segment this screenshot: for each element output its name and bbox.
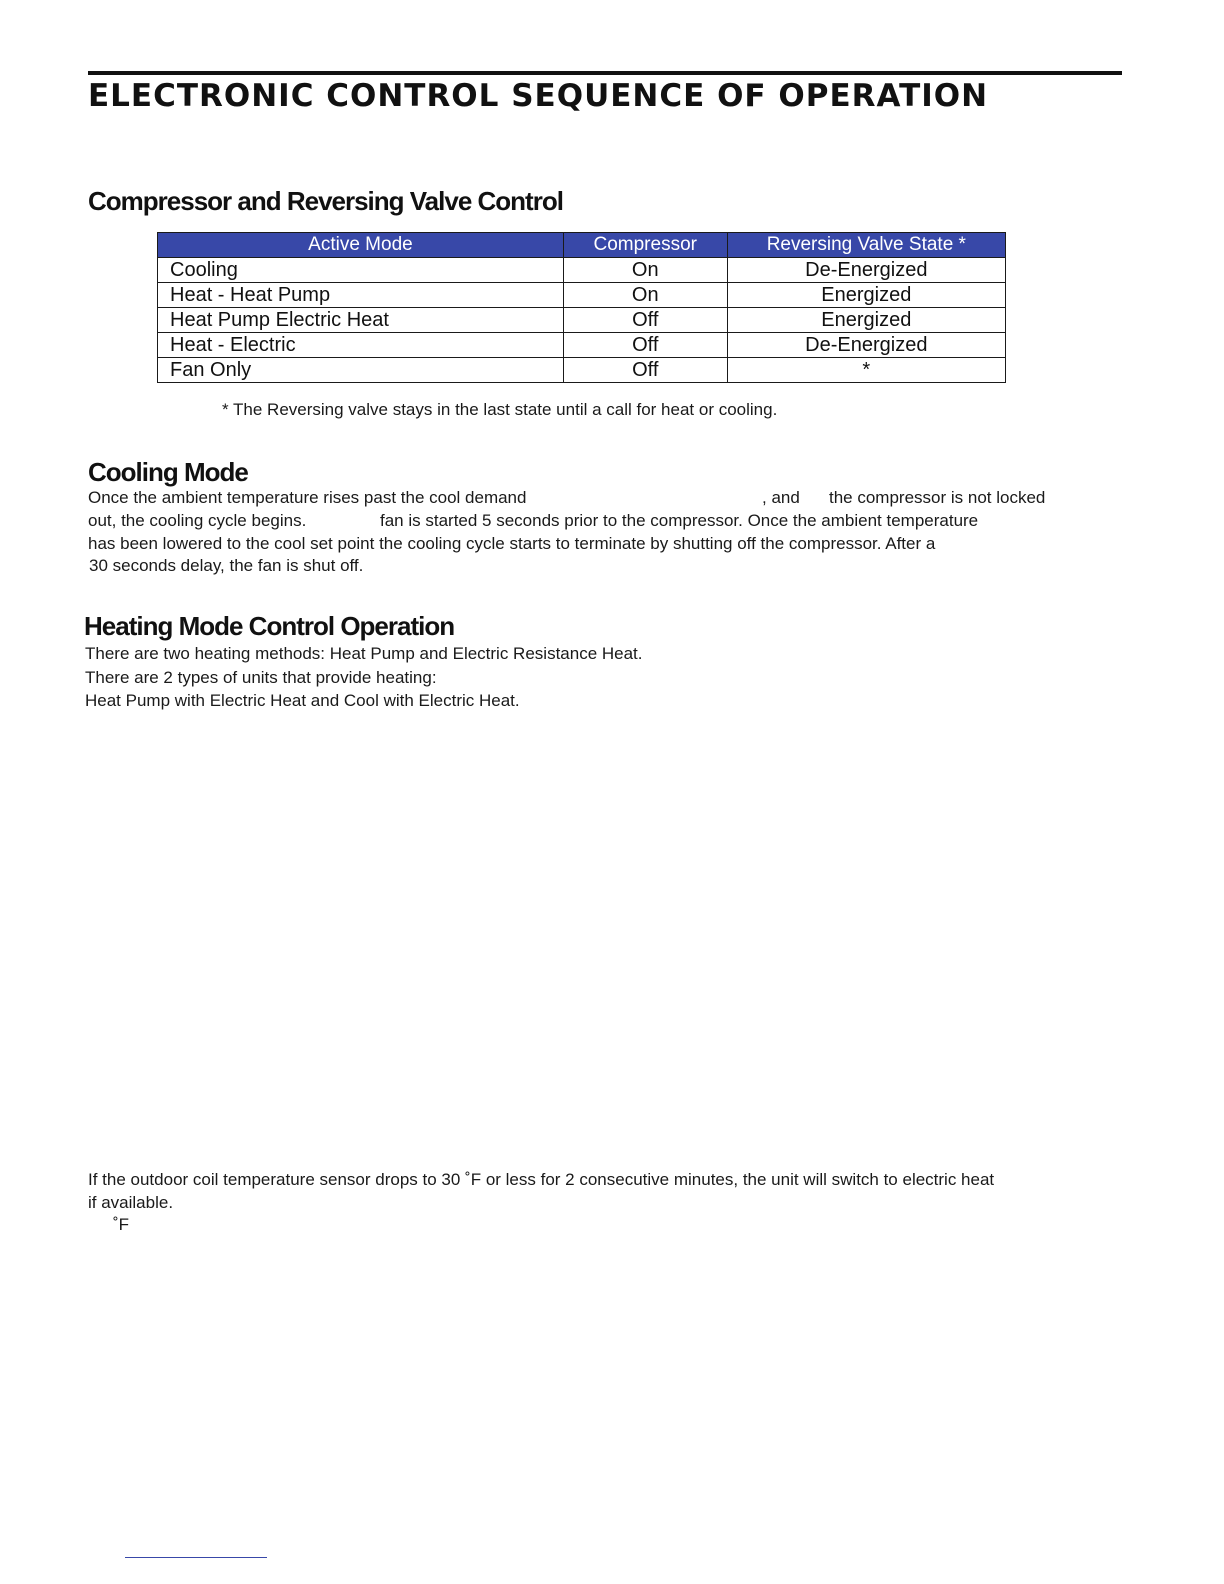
table-row (158, 358, 1006, 383)
cooling-text-line: Once the ambient temperature rises past the cool demand (88, 488, 527, 507)
outdoor-coil-text-line: if available. (88, 1193, 174, 1212)
mode-cell: Heat - Heat Pump (158, 283, 564, 308)
mode-cell: Heat - Electric (158, 333, 564, 358)
heating-text-line: There are 2 types of units that provide heating: (85, 668, 437, 687)
mode-table (157, 232, 1006, 383)
valve-cell: Energized (727, 283, 1005, 308)
bottom-link-underline (125, 1557, 267, 1558)
table-row (158, 258, 1006, 283)
cooling-text-line: , and (762, 488, 800, 507)
table-header-row (158, 233, 1006, 258)
cooling-mode-heading: Cooling Mode (88, 457, 248, 487)
table-row (158, 333, 1006, 358)
page-title: ELECTRONIC CONTROL SEQUENCE OF OPERATION (88, 78, 989, 114)
cooling-text-line: has been lowered to the cool set point the cooling cycle starts to terminate by shutting off the compressor. After a (88, 534, 936, 553)
header-active-mode: Active Mode (158, 233, 564, 258)
header-reversing-valve-state: Reversing Valve State * (727, 233, 1005, 258)
valve-cell: Energized (727, 308, 1005, 333)
cooling-text-line: the compressor is not locked (829, 488, 1046, 507)
reversing-valve-footnote: * The Reversing valve stays in the last state until a call for heat or cooling. (222, 400, 778, 419)
heating-text-line: There are two heating methods: Heat Pump and Electric Resistance Heat. (85, 644, 643, 663)
mode-cell: Cooling (158, 258, 564, 283)
cooling-text-line: 30 seconds delay, the fan is shut off. (89, 556, 364, 575)
heating-text-line: Heat Pump with Electric Heat and Cool with Electric Heat. (85, 691, 520, 710)
valve-cell: De-Energized (727, 333, 1005, 358)
mode-cell: Heat Pump Electric Heat (158, 308, 564, 333)
outdoor-coil-text-line: ˚F (113, 1215, 130, 1234)
table-row (158, 283, 1006, 308)
mode-cell: Fan Only (158, 358, 564, 383)
title-rule (88, 71, 1122, 75)
valve-cell: * (727, 358, 1005, 383)
compressor-cell: Off (563, 333, 727, 358)
table-row (158, 308, 1006, 333)
header-compressor: Compressor (563, 233, 727, 258)
compressor-cell: On (563, 258, 727, 283)
valve-cell: De-Energized (727, 258, 1005, 283)
compressor-cell: On (563, 283, 727, 308)
compressor-section-heading: Compressor and Reversing Valve Control (88, 186, 563, 216)
compressor-cell: Off (563, 358, 727, 383)
compressor-cell: Off (563, 308, 727, 333)
cooling-text-line: fan is started 5 seconds prior to the compressor. Once the ambient temperature (380, 511, 979, 530)
outdoor-coil-text-line: If the outdoor coil temperature sensor drops to 30 ˚F or less for 2 consecutive minutes, the unit will switch to electric heat (88, 1170, 995, 1189)
cooling-text-line: out, the cooling cycle begins. (88, 511, 307, 530)
heating-mode-heading: Heating Mode Control Operation (84, 611, 455, 641)
